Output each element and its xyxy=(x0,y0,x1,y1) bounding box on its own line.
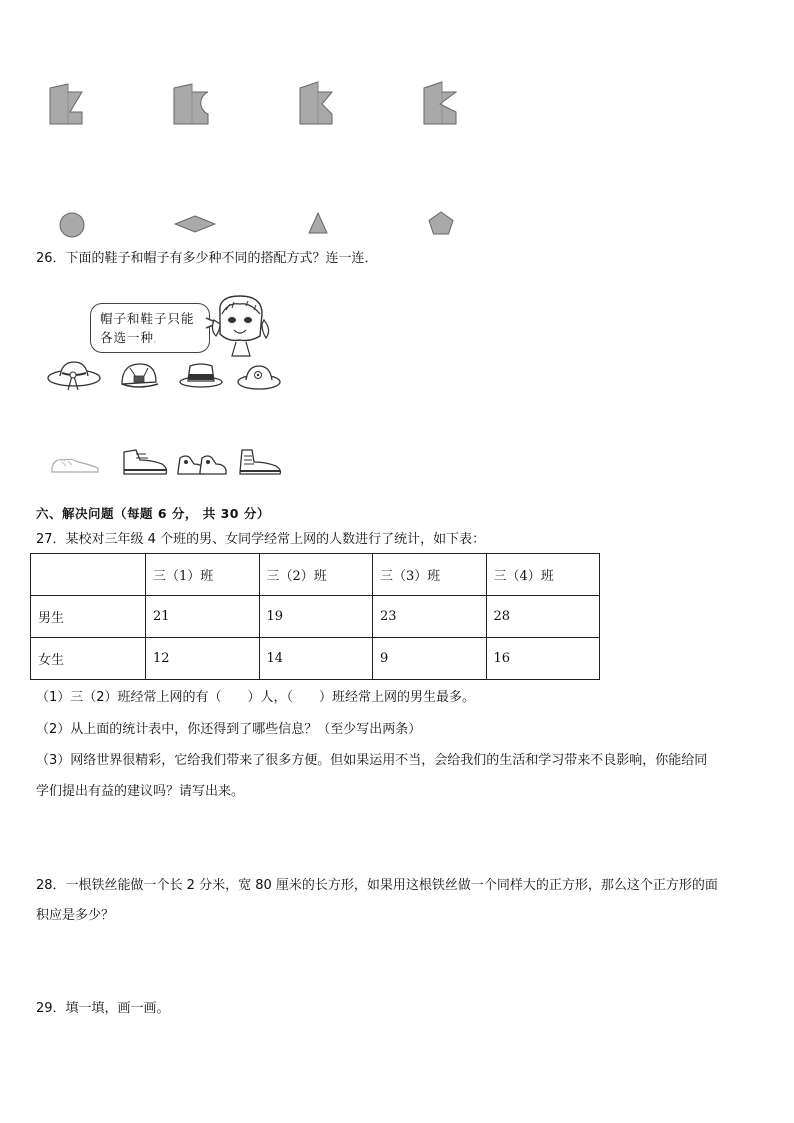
triangle-shape xyxy=(308,212,328,234)
table-header-cell: 三（2）班 xyxy=(259,554,373,596)
question-28-line-1: 28．一根铁丝能做一个长 2 分米，宽 80 厘米的长方形，如果用这根铁丝做一个同样大的正方形，那么这个正方形的面 xyxy=(36,878,718,893)
shoe-4-illustration xyxy=(236,446,284,478)
table-cell: 23 xyxy=(373,596,487,638)
table-header-row xyxy=(31,554,600,596)
table-header-cell: 三（1）班 xyxy=(146,554,260,596)
table-cell: 女生 xyxy=(31,638,146,680)
folded-paper-figure-4 xyxy=(422,80,458,126)
table-cell: 14 xyxy=(259,638,373,680)
table-cell: 16 xyxy=(486,638,600,680)
shoe-2-illustration xyxy=(118,446,170,478)
question-28-line-2: 积应是多少？ xyxy=(36,908,115,923)
table-header-cell: 三（4）班 xyxy=(486,554,600,596)
table-cell: 19 xyxy=(259,596,373,638)
table-row xyxy=(31,638,600,680)
shoe-3-illustration xyxy=(176,450,228,478)
hat-4-illustration xyxy=(236,362,282,392)
question-27-part-1: （1）三（2）班经常上网的有（ ）人，（ ）班经常上网的男生最多。 xyxy=(36,690,476,705)
table-cell: 21 xyxy=(146,596,260,638)
hat-3-illustration xyxy=(178,360,224,390)
hat-2-illustration xyxy=(118,360,160,392)
table-header-cell xyxy=(31,554,146,596)
question-27-part-3-line-2: 学们提出有益的建议吗？请写出来。 xyxy=(36,784,245,799)
speech-bubble-text: 帽子和鞋子只能 各选一种。 xyxy=(100,311,195,345)
question-29: 29．填一填，画一画。 xyxy=(36,1001,170,1016)
table-cell: 12 xyxy=(146,638,260,680)
table-cell: 28 xyxy=(486,596,600,638)
statistics-table xyxy=(30,553,600,680)
table-row xyxy=(31,596,600,638)
section-6-title: 六、解决问题（每题 6 分， 共 30 分） xyxy=(36,506,270,521)
question-27: 27．某校对三年级 4 个班的男、女同学经常上网的人数进行了统计，如下表： xyxy=(36,532,486,547)
speech-bubble xyxy=(90,303,210,353)
table-cell: 9 xyxy=(373,638,487,680)
circle-shape xyxy=(58,211,86,239)
table-cell: 男生 xyxy=(31,596,146,638)
folded-paper-figure-2 xyxy=(172,82,210,126)
pentagon-shape xyxy=(428,211,454,235)
folded-paper-figure-1 xyxy=(48,82,84,126)
question-26: 26．下面的鞋子和帽子有多少种不同的搭配方式？连一连． xyxy=(36,251,378,266)
shoe-1-illustration xyxy=(48,452,102,476)
rhombus-shape xyxy=(174,215,216,233)
question-27-part-2: （2）从上面的统计表中，你还得到了哪些信息？（至少写出两条） xyxy=(36,722,422,737)
question-27-part-3-line-1: （3）网络世界很精彩，它给我们带来了很多方便。但如果运用不当，会给我们的生活和学习带来不良影响，你能给同 xyxy=(36,753,708,768)
girl-illustration xyxy=(210,292,274,358)
hat-1-illustration xyxy=(46,358,102,394)
table-header-cell: 三（3）班 xyxy=(373,554,487,596)
folded-paper-figure-3 xyxy=(298,80,334,126)
